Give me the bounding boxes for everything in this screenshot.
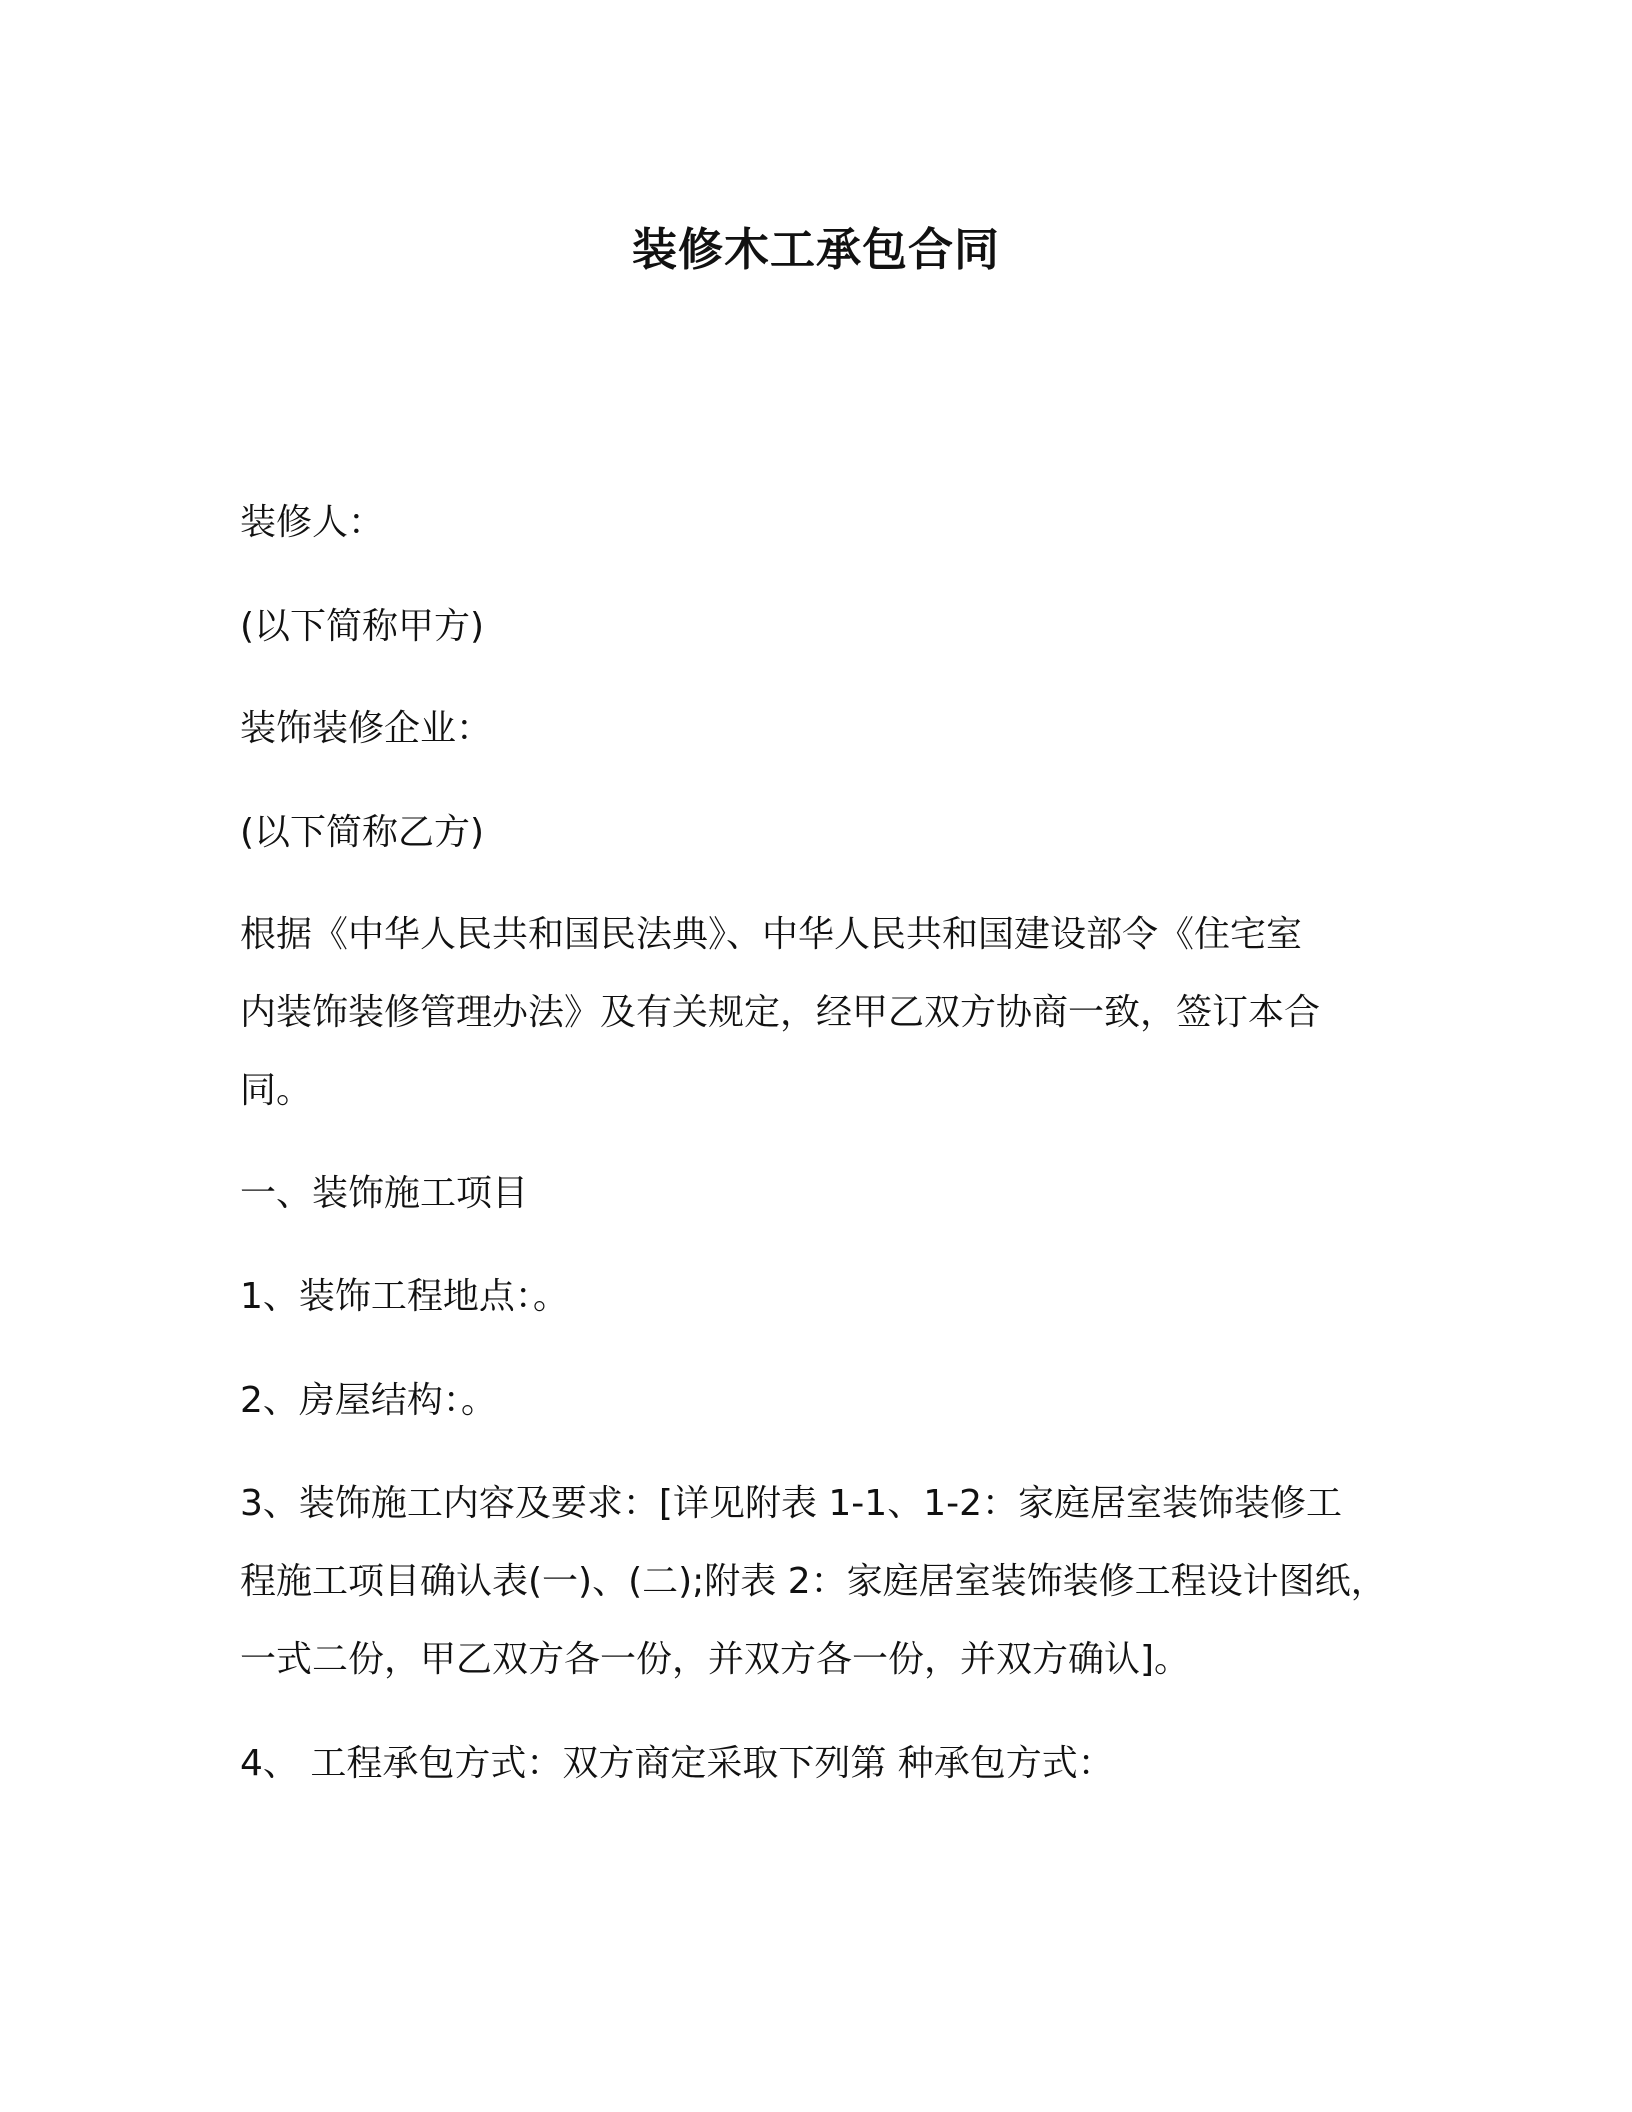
paragraph-decorator-owner: 装修人： [240,502,385,543]
paragraph-legal-basis [240,896,1410,1130]
section-heading-construction-items: 一、装饰施工项目 [240,1173,529,1214]
document-title: 装修木工承包合同 [631,223,1000,276]
paragraph-line: 一式二份，甲乙双方各一份，并双方各一份，并双方确认]。 [240,1639,1191,1680]
paragraph-decoration-company: 装饰装修企业： [240,708,493,749]
paragraph-line: 3、装饰施工内容及要求：[详见附表 1-1、1-2：家庭居室装饰装修工 [240,1483,1342,1524]
paragraph-party-a-note: (以下简称甲方) [240,606,485,647]
paragraph-line: 内装饰装修管理办法》及有关规定，经甲乙双方协商一致，签订本合 [240,992,1321,1033]
paragraph-line: 程施工项目确认表(一)、(二);附表 2：家庭居室装饰装修工程设计图纸， [240,1561,1387,1602]
clause-house-structure: 2、房屋结构：。 [240,1380,497,1421]
paragraph-line: 同。 [240,1070,313,1111]
clause-contracting-method: 4、 工程承包方式：双方商定采取下列第 种承包方式： [240,1743,1114,1784]
clause-construction-content [240,1465,1410,1699]
paragraph-party-b-note: (以下简称乙方) [240,812,485,853]
paragraph-line: 根据《中华人民共和国民法典》、中华人民共和国建设部令《住宅室 [240,914,1303,955]
clause-project-location: 1、装饰工程地点：。 [240,1276,569,1317]
